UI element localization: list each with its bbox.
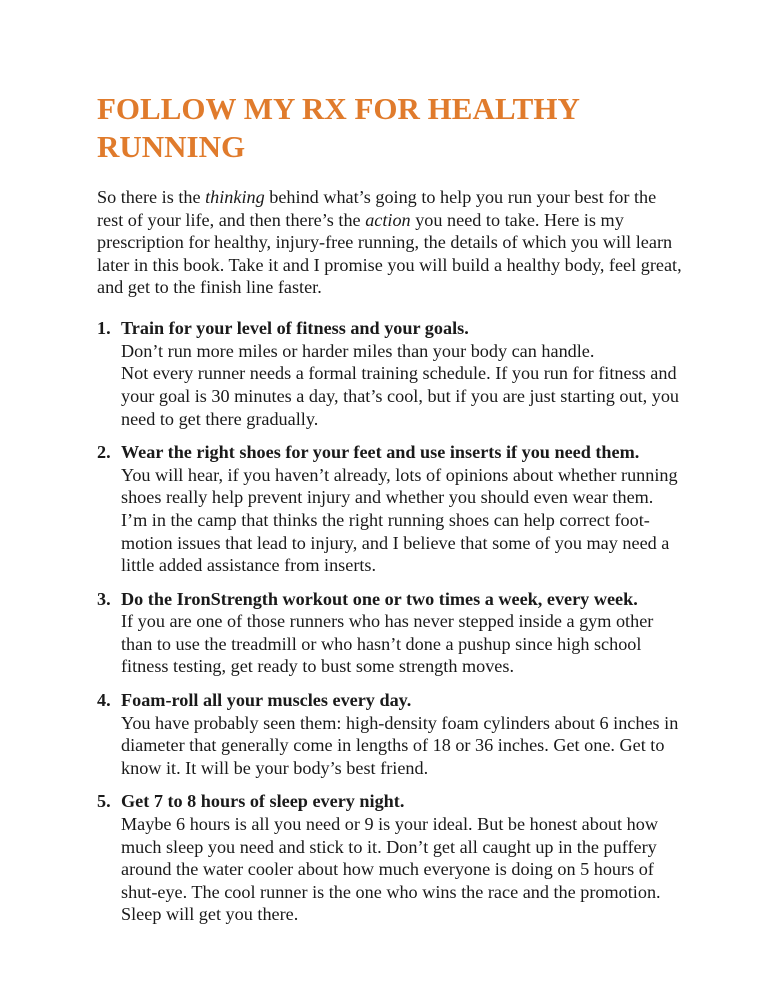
item-body: You have probably seen them: high-density foam cylinders about 6 inches in diameter that generally come in lengths of 18 or 36 inches. Get one. Get to know it. It will be your body’s best friend.	[121, 712, 679, 778]
page	[97, 90, 682, 937]
page-title: FOLLOW MY RX FOR HEALTHY RUNNING	[97, 91, 579, 164]
item-body-line-2: Not every runner needs a formal training schedule. If you run for fitness and your goal is 30 minutes a day, that’s cool, but if you are just starting out, you need to get there gradually.	[121, 363, 680, 429]
item-number: 3.	[97, 588, 111, 609]
item-number: 5.	[97, 791, 111, 812]
item-body: You will hear, if you haven’t already, lots of opinions about whether running shoes really help prevent injury and whether you should even wear them. I’m in the camp that thinks the right running shoes can help correct foot-motion issues that lead to injury, and I believe that some of you may need a little added assistance from inserts.	[121, 464, 678, 576]
item-heading	[97, 318, 469, 338]
item-title: Get 7 to 8 hours of sleep every night.	[121, 791, 405, 812]
list-item	[97, 689, 682, 779]
item-heading	[97, 791, 404, 811]
item-body	[97, 340, 682, 430]
item-heading	[97, 589, 638, 609]
prescription-list	[97, 317, 682, 926]
item-number: 1.	[97, 318, 111, 339]
item-title: Train for your level of fitness and your goals.	[121, 318, 469, 339]
intro-text-1: So there is the	[97, 187, 206, 207]
intro-text-3: you need to take. Here is my prescription for healthy, injury-free running, the details of which you will learn later in this book. Take it and I promise you will build a healthy body, feel great, and get to the finish line faster.	[97, 209, 682, 298]
list-item	[97, 317, 682, 430]
list-item	[97, 588, 682, 678]
item-title: Do the IronStrength workout one or two times a week, every week.	[121, 588, 638, 609]
item-number: 2.	[97, 442, 111, 463]
list-item	[97, 441, 682, 577]
item-body-line: Don’t run more miles or harder miles than your body can handle.	[121, 340, 595, 361]
intro-text-2: behind what’s going to help you run your best for the rest of your life, and then there’s the	[97, 187, 657, 230]
item-title: Wear the right shoes for your feet and use inserts if you need them.	[121, 442, 640, 463]
intro-emphasis-thinking: thinking	[205, 187, 265, 207]
item-number: 4.	[97, 690, 111, 711]
list-item	[97, 790, 682, 926]
item-title: Foam-roll all your muscles every day.	[121, 690, 412, 711]
item-heading	[97, 690, 411, 710]
item-heading	[97, 442, 639, 462]
item-body: Maybe 6 hours is all you need or 9 is your ideal. But be honest about how much sleep you need and stick to it. Don’t get all caught up in the puffery around the water cooler about how much everyone is doing on 5 hours of shut-eye. The cool runner is the one who wins the race and the promotion. Sleep will get you there.	[121, 814, 661, 925]
item-body: If you are one of those runners who has never stepped inside a gym other than to use the treadmill or who hasn’t done a pushup since high school fitness testing, get ready to bust some strength moves.	[121, 611, 654, 677]
intro-paragraph	[97, 186, 682, 299]
intro-emphasis-action: action	[365, 209, 411, 230]
